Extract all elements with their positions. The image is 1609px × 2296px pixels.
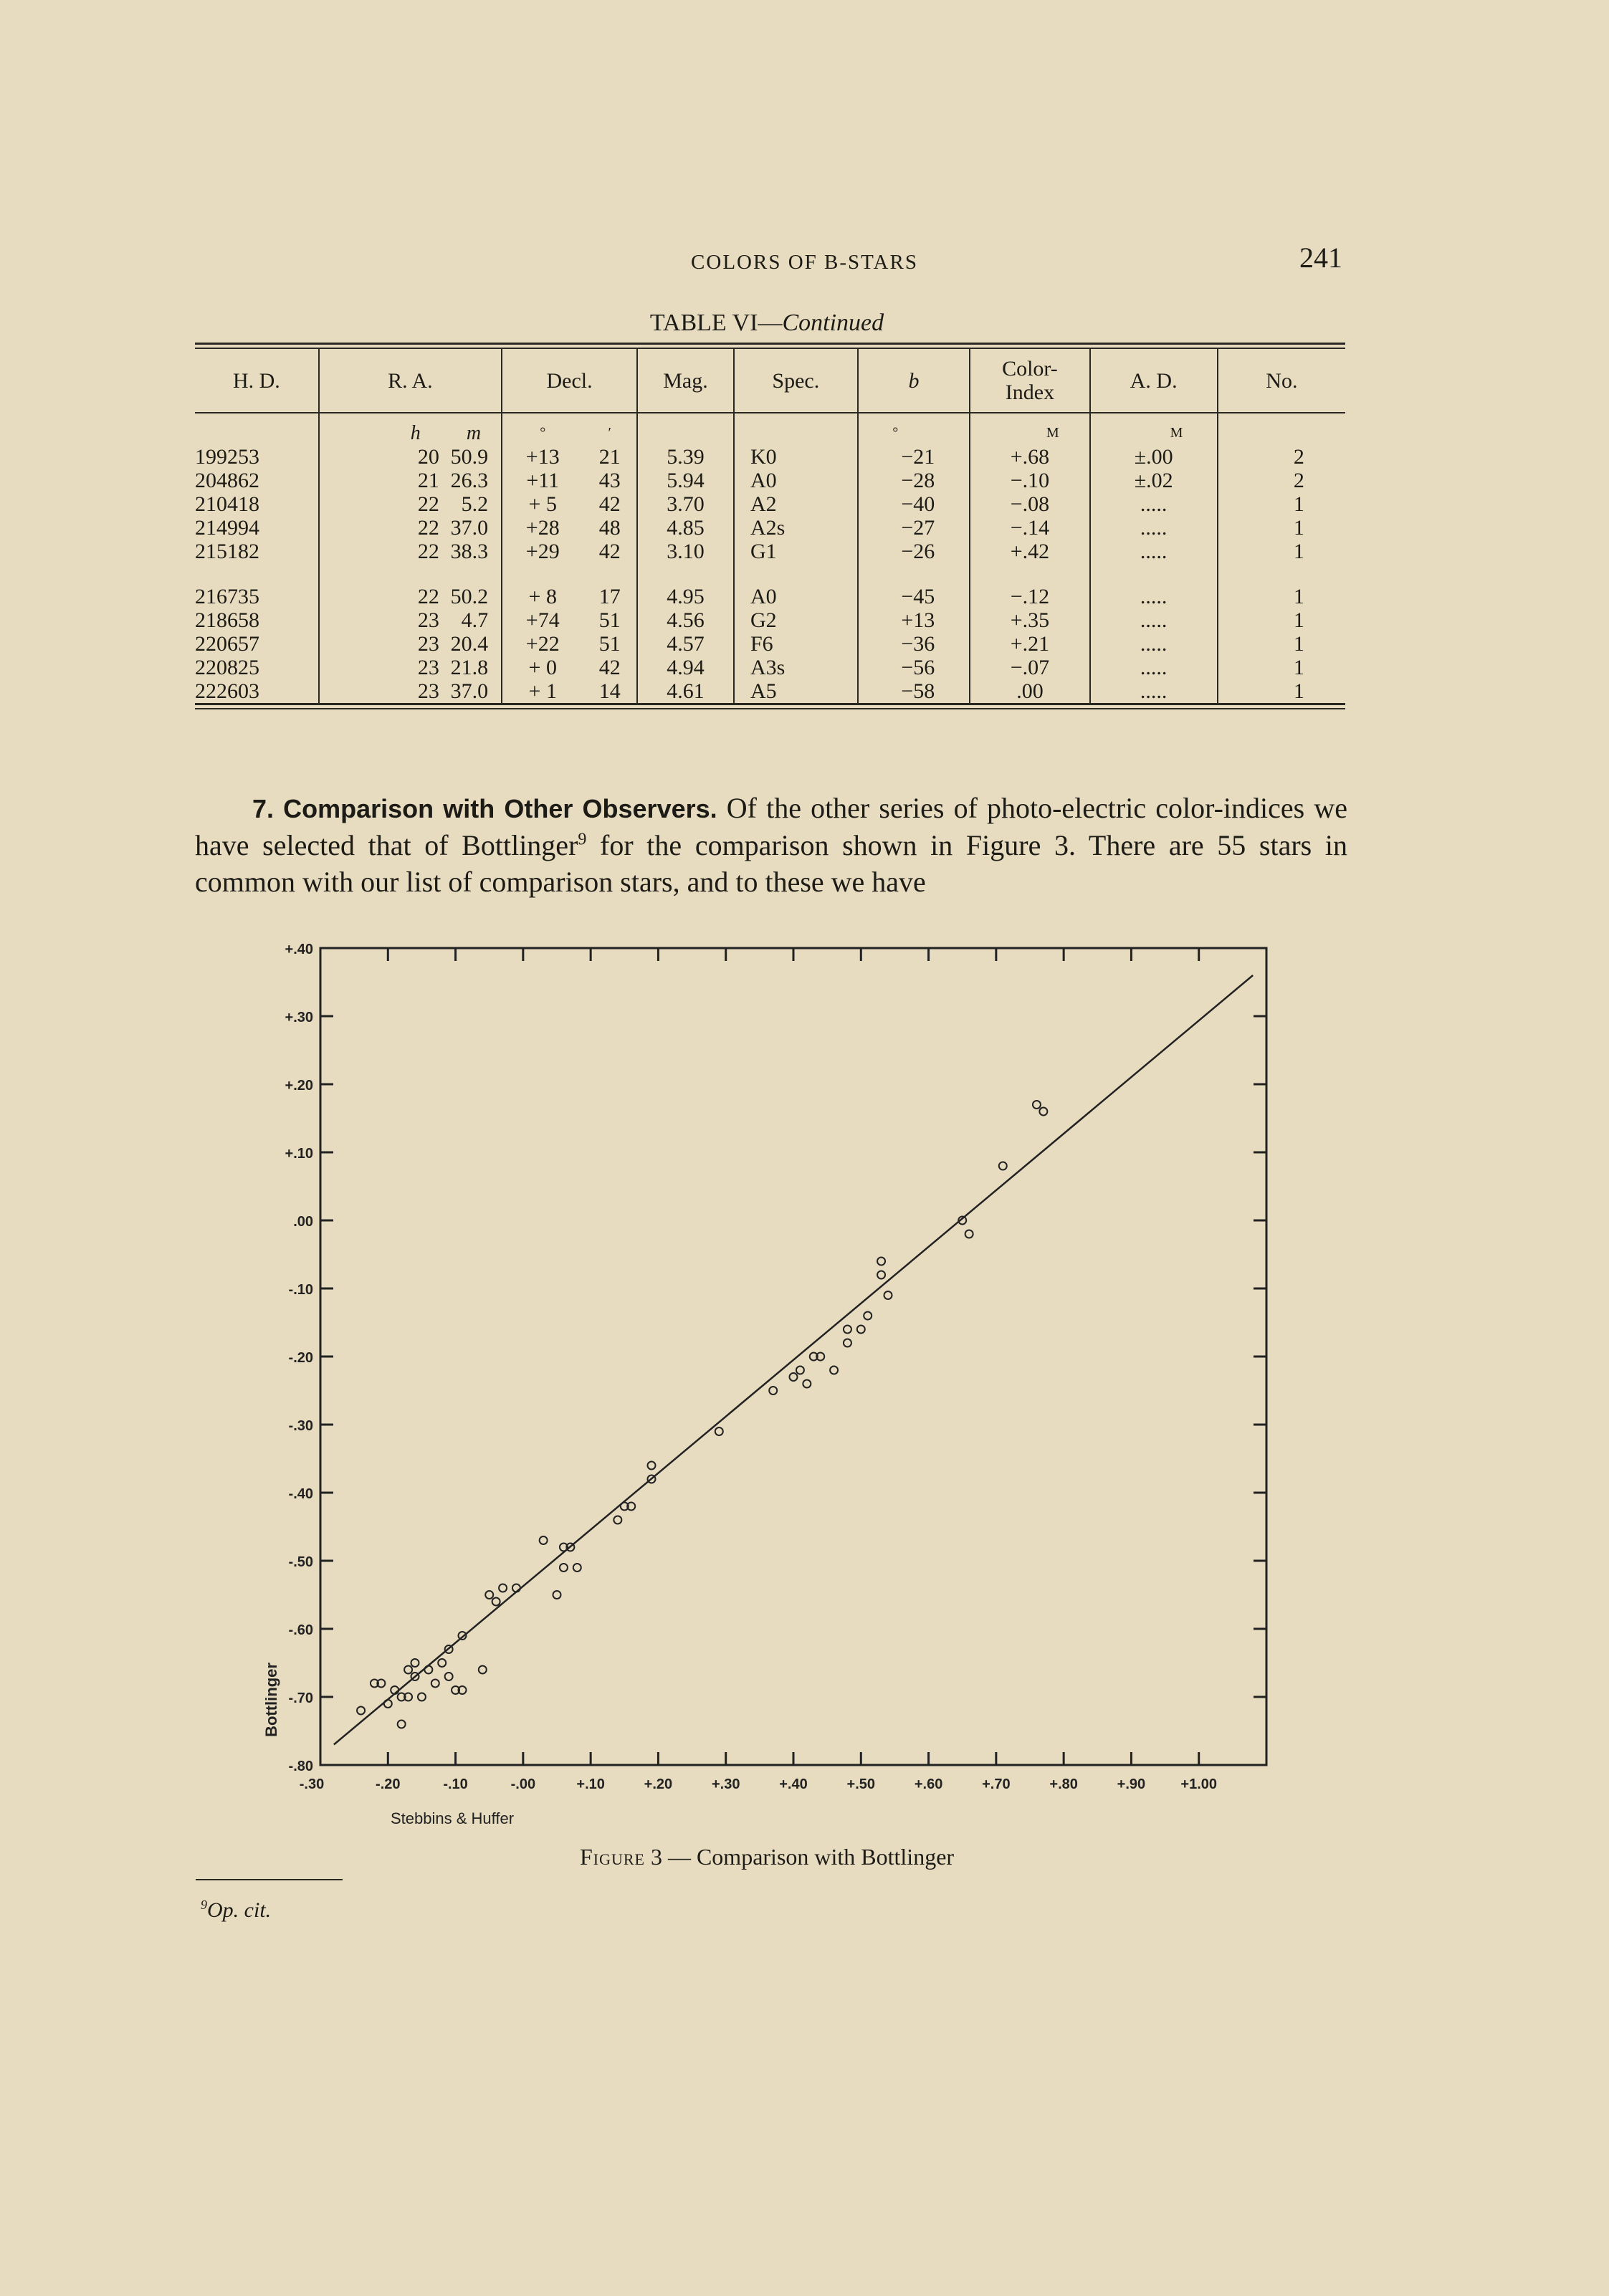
cell-mag: 4.56 bbox=[637, 608, 734, 632]
x-tick-label: +.90 bbox=[1117, 1776, 1146, 1792]
data-point bbox=[411, 1659, 419, 1667]
cell-ci: +.68 bbox=[970, 445, 1089, 469]
col-header-spec: Spec. bbox=[734, 349, 858, 413]
cell-decl-m: 51 bbox=[598, 608, 621, 632]
data-point bbox=[803, 1380, 811, 1388]
figure-caption-label: Figure bbox=[579, 1844, 645, 1870]
cell-ra-m: 20.4 bbox=[450, 632, 489, 656]
cell-no: 1 bbox=[1218, 632, 1345, 656]
cell-spec: G2 bbox=[734, 608, 858, 632]
cell-decl-d: + 5 bbox=[502, 492, 583, 516]
cell-ra-h: 22 bbox=[319, 492, 447, 516]
cell-ra-h: 23 bbox=[319, 632, 447, 656]
cell-ra-m: 50.9 bbox=[450, 445, 489, 469]
cell-mag: 4.95 bbox=[637, 585, 734, 608]
cell-hd: 218658 bbox=[195, 608, 259, 632]
y-tick-label: -.40 bbox=[288, 1486, 313, 1502]
unit-decl-min: ′ bbox=[608, 425, 611, 441]
cell-ra-m: 21.8 bbox=[450, 656, 489, 679]
col-header-decl: Decl. bbox=[502, 349, 637, 413]
x-tick-label: +.80 bbox=[1049, 1776, 1078, 1792]
y-tick-label: -.20 bbox=[288, 1350, 313, 1366]
data-point bbox=[424, 1666, 432, 1674]
unit-color-index: M bbox=[1046, 425, 1059, 441]
data-point bbox=[384, 1700, 392, 1708]
data-point bbox=[877, 1258, 885, 1266]
y-tick-label: -.10 bbox=[288, 1282, 313, 1298]
cell-ci: −.08 bbox=[970, 492, 1089, 516]
cell-ad: ..... bbox=[1090, 608, 1218, 632]
y-tick-label: -.50 bbox=[288, 1554, 313, 1570]
cell-decl-d: +22 bbox=[502, 632, 583, 656]
cell-mag: 4.85 bbox=[637, 516, 734, 540]
unit-decl-deg: ° bbox=[502, 413, 583, 445]
cell-hd: 214994 bbox=[195, 516, 259, 540]
cell-ad: ..... bbox=[1090, 679, 1218, 703]
y-tick-label: +.30 bbox=[285, 1010, 313, 1025]
cell-mag: 3.70 bbox=[637, 492, 734, 516]
data-point bbox=[715, 1427, 723, 1435]
x-tick-label: -.30 bbox=[299, 1776, 325, 1792]
col-header-color-index-line1: Color- bbox=[1002, 357, 1058, 381]
cell-ra-h: 23 bbox=[319, 679, 447, 703]
cell-ra-m: 4.7 bbox=[461, 608, 489, 632]
cell-ra-h: 22 bbox=[319, 516, 447, 540]
cell-no: 1 bbox=[1218, 679, 1345, 703]
col-header-ad: A. D. bbox=[1090, 349, 1218, 413]
cell-no: 1 bbox=[1218, 516, 1345, 540]
data-point bbox=[613, 1516, 621, 1524]
cell-decl-m: 48 bbox=[598, 516, 621, 540]
data-point bbox=[499, 1584, 507, 1592]
data-point bbox=[492, 1598, 500, 1606]
cell-spec: K0 bbox=[734, 445, 858, 469]
running-head: COLORS OF B-STARS bbox=[691, 251, 918, 274]
cell-ra-m: 38.3 bbox=[450, 540, 489, 563]
data-point bbox=[573, 1564, 581, 1572]
cell-b: −21 bbox=[858, 445, 970, 469]
cell-ad: ..... bbox=[1090, 540, 1218, 563]
cell-decl-m: 17 bbox=[598, 585, 621, 608]
y-tick-label: +.40 bbox=[285, 942, 313, 957]
data-point bbox=[877, 1271, 885, 1279]
cell-decl-m: 51 bbox=[598, 632, 621, 656]
cell-ci: +.21 bbox=[970, 632, 1089, 656]
cell-b: −58 bbox=[858, 679, 970, 703]
cell-ra-h: 22 bbox=[319, 540, 447, 563]
cell-b: −26 bbox=[858, 540, 970, 563]
cell-no: 1 bbox=[1218, 585, 1345, 608]
data-point bbox=[560, 1564, 568, 1572]
data-point bbox=[398, 1721, 406, 1728]
y-axis-label: Bottlinger bbox=[262, 1663, 280, 1737]
y-tick-label: +.20 bbox=[285, 1078, 313, 1094]
cell-ra-h: 23 bbox=[319, 656, 447, 679]
x-tick-label: +.20 bbox=[644, 1776, 673, 1792]
unit-ra-h: h bbox=[410, 422, 421, 444]
cell-decl-m: 42 bbox=[598, 540, 621, 563]
cell-ra-m: 37.0 bbox=[450, 679, 489, 703]
cell-hd: 222603 bbox=[195, 679, 259, 703]
data-point bbox=[857, 1326, 865, 1334]
cell-ra-m: 5.2 bbox=[461, 492, 489, 516]
cell-ci: −.07 bbox=[970, 656, 1089, 679]
cell-spec: F6 bbox=[734, 632, 858, 656]
data-point bbox=[769, 1387, 777, 1395]
cell-spec: A0 bbox=[734, 469, 858, 492]
data-point bbox=[540, 1536, 548, 1544]
cell-ra-h: 23 bbox=[319, 608, 447, 632]
section-text-2: for the comparison shown in Figure 3. There are 55 stars in common with our list of comparison stars, and to these we have bbox=[195, 829, 1347, 898]
table-title-main: TABLE VI— bbox=[649, 310, 783, 336]
x-tick-label: +1.00 bbox=[1180, 1776, 1218, 1792]
footnote-ref[interactable]: 9 bbox=[578, 830, 587, 849]
cell-decl-d: + 8 bbox=[502, 585, 583, 608]
cell-decl-d: +11 bbox=[502, 469, 583, 492]
cell-b: −45 bbox=[858, 585, 970, 608]
cell-ad: ±.00 bbox=[1090, 445, 1218, 469]
footnote bbox=[201, 1898, 271, 1923]
figure-caption bbox=[0, 1844, 1534, 1870]
data-point bbox=[418, 1693, 426, 1701]
unit-ra-m: m bbox=[466, 422, 482, 444]
cell-ra-h: 20 bbox=[319, 445, 447, 469]
y-tick-label: .00 bbox=[293, 1214, 313, 1230]
cell-no: 1 bbox=[1218, 540, 1345, 563]
col-header-no: No. bbox=[1218, 349, 1345, 413]
cell-mag: 5.39 bbox=[637, 445, 734, 469]
cell-decl-m: 43 bbox=[598, 469, 621, 492]
cell-mag: 4.57 bbox=[637, 632, 734, 656]
cell-decl-d: +74 bbox=[502, 608, 583, 632]
cell-mag: 5.94 bbox=[637, 469, 734, 492]
cell-hd: 210418 bbox=[195, 492, 259, 516]
cell-b: −40 bbox=[858, 492, 970, 516]
cell-no: 1 bbox=[1218, 656, 1345, 679]
cell-b: −27 bbox=[858, 516, 970, 540]
data-point bbox=[485, 1591, 493, 1599]
cell-ad: ±.02 bbox=[1090, 469, 1218, 492]
cell-decl-d: +29 bbox=[502, 540, 583, 563]
data-point bbox=[884, 1291, 892, 1299]
cell-ci: +.35 bbox=[970, 608, 1089, 632]
data-point bbox=[553, 1591, 561, 1599]
cell-spec: A0 bbox=[734, 585, 858, 608]
cell-spec: A2s bbox=[734, 516, 858, 540]
cell-decl-m: 21 bbox=[598, 445, 621, 469]
cell-no: 1 bbox=[1218, 608, 1345, 632]
cell-decl-m: 42 bbox=[598, 492, 621, 516]
x-tick-label: +.70 bbox=[982, 1776, 1011, 1792]
cell-spec: A2 bbox=[734, 492, 858, 516]
data-point bbox=[431, 1680, 439, 1688]
cell-ad: ..... bbox=[1090, 632, 1218, 656]
cell-hd: 220825 bbox=[195, 656, 259, 679]
cell-spec: G1 bbox=[734, 540, 858, 563]
table-title-continued: Continued bbox=[782, 310, 884, 336]
cell-ci: .00 bbox=[970, 679, 1089, 703]
cell-ra-h: 21 bbox=[319, 469, 447, 492]
cell-decl-m: 14 bbox=[598, 679, 621, 703]
cell-ra-m: 37.0 bbox=[450, 516, 489, 540]
cell-ra-m: 26.3 bbox=[450, 469, 489, 492]
col-header-color-index-line2: Index bbox=[1005, 381, 1055, 404]
cell-spec: A5 bbox=[734, 679, 858, 703]
x-tick-label: -.00 bbox=[510, 1776, 536, 1792]
data-point bbox=[864, 1312, 872, 1320]
data-point bbox=[1039, 1108, 1047, 1116]
cell-hd: 199253 bbox=[195, 445, 259, 469]
footnote-mark: 9 bbox=[201, 1898, 207, 1912]
x-tick-label: +.50 bbox=[846, 1776, 876, 1792]
cell-ra-m: 50.2 bbox=[450, 585, 489, 608]
footnote-divider bbox=[196, 1879, 343, 1880]
cell-no: 2 bbox=[1218, 445, 1345, 469]
section-heading: 7. Comparison with Other Observers. bbox=[252, 794, 717, 823]
x-tick-label: -.10 bbox=[443, 1776, 468, 1792]
data-point bbox=[790, 1373, 798, 1381]
x-tick-label: +.40 bbox=[779, 1776, 808, 1792]
data-point bbox=[844, 1326, 851, 1334]
data-point bbox=[796, 1367, 804, 1374]
cell-no: 1 bbox=[1218, 492, 1345, 516]
cell-decl-d: + 0 bbox=[502, 656, 583, 679]
cell-hd: 215182 bbox=[195, 540, 259, 563]
data-point bbox=[1033, 1101, 1041, 1109]
data-point bbox=[648, 1462, 656, 1470]
cell-hd: 204862 bbox=[195, 469, 259, 492]
y-tick-label: -.70 bbox=[288, 1690, 313, 1706]
plot-frame bbox=[320, 948, 1266, 1765]
cell-ad: ..... bbox=[1090, 516, 1218, 540]
y-tick-label: +.10 bbox=[285, 1146, 313, 1162]
x-tick-label: +.60 bbox=[914, 1776, 943, 1792]
x-axis-label: Stebbins & Huffer bbox=[391, 1809, 515, 1827]
cell-decl-d: +28 bbox=[502, 516, 583, 540]
cell-hd: 220657 bbox=[195, 632, 259, 656]
cell-ci: +.42 bbox=[970, 540, 1089, 563]
cell-decl-d: +13 bbox=[502, 445, 583, 469]
cell-b: −36 bbox=[858, 632, 970, 656]
section-text-1: Of the other series of photo-electric color-indices we have selected that of Bottlinger bbox=[195, 792, 1347, 861]
cell-b: −56 bbox=[858, 656, 970, 679]
y-tick-label: -.30 bbox=[288, 1418, 313, 1434]
cell-ci: −.12 bbox=[970, 585, 1089, 608]
cell-b: −28 bbox=[858, 469, 970, 492]
cell-ra-h: 22 bbox=[319, 585, 447, 608]
cell-mag: 4.61 bbox=[637, 679, 734, 703]
data-point bbox=[404, 1666, 412, 1674]
y-tick-label: -.80 bbox=[288, 1759, 313, 1774]
col-header-mag: Mag. bbox=[637, 349, 734, 413]
x-tick-label: +.30 bbox=[711, 1776, 740, 1792]
cell-ad: ..... bbox=[1090, 585, 1218, 608]
cell-no: 2 bbox=[1218, 469, 1345, 492]
col-header-hd: H. D. bbox=[195, 349, 319, 413]
unit-b: ° bbox=[892, 425, 899, 441]
data-point bbox=[999, 1162, 1007, 1170]
cell-mag: 4.94 bbox=[637, 656, 734, 679]
fit-line bbox=[334, 975, 1253, 1745]
col-header-ra: R. A. bbox=[319, 349, 502, 413]
cell-decl-d: + 1 bbox=[502, 679, 583, 703]
data-point bbox=[357, 1707, 365, 1715]
figure-caption-text: 3 — Comparison with Bottlinger bbox=[650, 1844, 955, 1870]
data-point bbox=[830, 1367, 838, 1374]
data-point bbox=[965, 1230, 973, 1238]
data-point bbox=[479, 1666, 487, 1674]
cell-ad: ..... bbox=[1090, 656, 1218, 679]
cell-b: +13 bbox=[858, 608, 970, 632]
cell-decl-m: 42 bbox=[598, 656, 621, 679]
cell-mag: 3.10 bbox=[637, 540, 734, 563]
unit-ad: M bbox=[1170, 425, 1183, 441]
page-number: 241 bbox=[1299, 241, 1342, 274]
cell-ad: ..... bbox=[1090, 492, 1218, 516]
cell-ci: −.14 bbox=[970, 516, 1089, 540]
x-tick-label: -.20 bbox=[376, 1776, 401, 1792]
y-tick-label: -.60 bbox=[288, 1622, 313, 1638]
cell-hd: 216735 bbox=[195, 585, 259, 608]
cell-spec: A3s bbox=[734, 656, 858, 679]
col-header-b: b bbox=[858, 349, 970, 413]
cell-ci: −.10 bbox=[970, 469, 1089, 492]
data-point bbox=[844, 1339, 851, 1347]
chart-plot-area bbox=[262, 942, 1266, 1827]
data-point bbox=[438, 1659, 446, 1667]
footnote-text: Op. cit. bbox=[207, 1898, 272, 1922]
data-point bbox=[445, 1673, 453, 1680]
x-tick-label: +.10 bbox=[576, 1776, 605, 1792]
